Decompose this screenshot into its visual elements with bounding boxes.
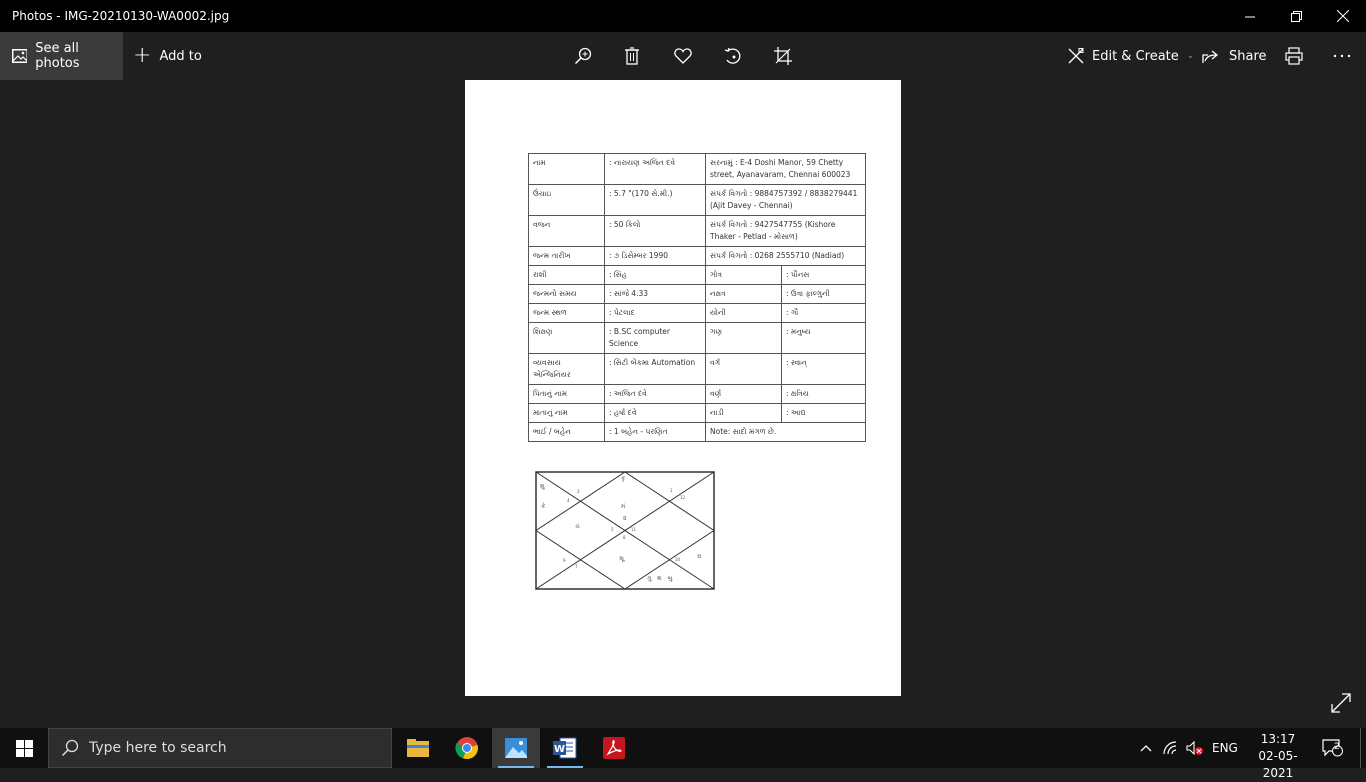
kundli-chart-drawing [535,471,715,590]
photos-icon [505,738,527,758]
biodata-row [529,216,866,247]
chevron-up-icon [1140,744,1152,752]
biodata-value: સંપર્ક વિગતો : 9427547755 (Kishore Thaker - Petlad - મોસાળ) [706,216,866,247]
see-all-photos-button[interactable] [0,32,123,80]
kundli-house-number: 7 [575,564,578,569]
network-status[interactable] [1163,728,1179,768]
more-icon [1333,54,1351,58]
print-icon [1285,47,1303,65]
search-icon [61,739,79,757]
kundli-planet: ૨ [623,515,627,522]
restore-button[interactable] [1273,0,1319,32]
edit-create-icon [1068,48,1084,64]
biodata-table [528,153,866,442]
kundli-house-number: 8 [623,535,626,540]
taskbar [0,728,1366,780]
taskbar-app-file-explorer[interactable] [394,728,442,768]
see-all-photos-label: See all photos [35,41,80,71]
clock-time: 13:17 [1260,732,1296,746]
biodata-value: : સિંહ [605,266,706,285]
biodata-value: : હર્ષા દવે [605,404,706,423]
kundli-planet: મં [621,503,626,510]
edit-create-label: Edit & Create [1092,48,1179,64]
close-button[interactable] [1320,0,1366,32]
plus-icon: + [133,43,152,68]
kundli-planet: ચં [575,523,580,530]
kundli-house-number: 1 [670,488,673,493]
biodata-label: નામ [529,154,605,185]
biodata-value: : આદ્ય [782,404,866,423]
biodata-value: : ગૌ [782,304,866,323]
start-button[interactable] [0,728,48,768]
notification-count: 2 [1334,742,1340,752]
biodata-label: જન્મ તારીખ [529,247,605,266]
biodata-row [529,385,866,404]
delete-button[interactable] [620,44,644,68]
kundli-planet: ગુ શ બુ [647,575,673,582]
biodata-value: Note: સાદો મંગળ છે. [706,423,866,442]
chrome-icon [455,736,479,760]
biodata-value: સંપર્ક વિગતો : 9884757392 / 8838279441 (Ajit Davey - Chennai) [706,185,866,216]
close-icon [1337,10,1349,22]
kundli-house-number: 4 [567,498,570,503]
kundli-house-number: 12 [680,495,686,500]
biodata-value: : સિટી બેંકમા Automation [605,354,706,385]
biodata-value: : મનુષ્ય [782,323,866,354]
biodata-label: નક્ષત્ર [706,285,782,304]
biodata-value: સરનામું : E-4 Doshi Manor, 59 Chetty street, Ayanavaram, Chennai 600023 [706,154,866,185]
biodata-value: : B.SC computer Science [605,323,706,354]
biodata-value: : 50 કિલો [605,216,706,247]
favorite-icon [674,48,692,64]
notification-icon [1322,739,1344,757]
biodata-value: : નારાયણ અજિત દવે [605,154,706,185]
biodata-value: : ઉત્રા ફાલ્ગુની [782,285,866,304]
chevron-down-icon: ⌄ [1186,51,1195,61]
biodata-label: રાશી [529,266,605,285]
biodata-row [529,154,866,185]
volume-status[interactable] [1186,728,1204,768]
biodata-value: : પૌનસ [782,266,866,285]
biodata-row [529,423,866,442]
kundli-house-number: 10 [675,557,681,562]
biodata-row [529,323,866,354]
action-center-button[interactable] [1322,728,1344,768]
volume-muted-icon [1186,741,1204,755]
restore-icon [1291,11,1302,22]
clock-date: 02-05-2021 [1258,749,1298,780]
rotate-icon [724,47,742,65]
crop-button[interactable] [771,44,795,68]
more-options-button[interactable] [1330,44,1354,68]
biodata-label: વજન [529,216,605,247]
kundli-planet: સૂ [619,555,624,562]
photo-toolbar [0,32,1366,80]
language-label: ENG [1212,741,1238,755]
kundli-house-number: 5 [611,527,614,532]
print-button[interactable] [1282,44,1306,68]
word-icon [553,737,577,759]
share-label: Share [1229,48,1267,64]
biodata-value: : ક્ષત્રિય [782,385,866,404]
taskbar-clock[interactable] [1250,731,1306,782]
taskbar-app-word[interactable] [541,728,589,768]
biodata-label: યોની [706,304,782,323]
biodata-row [529,304,866,323]
acrobat-icon [603,737,625,759]
biodata-row [529,266,866,285]
biodata-label: વ્યવસાય એન્જિનિયર [529,354,605,385]
biodata-row [529,404,866,423]
biodata-value: : અજિત દવે [605,385,706,404]
biodata-row [529,247,866,266]
biodata-value: : ૭ ડિસેમ્બર 1990 [605,247,706,266]
biodata-value: : 1 બહેન - પરણિત [605,423,706,442]
window-title: Photos - IMG-20210130-WA0002.jpg [12,9,230,23]
taskbar-app-acrobat[interactable] [590,728,638,768]
crop-icon [774,47,792,65]
minimize-icon [1245,11,1256,22]
taskbar-search-box[interactable] [48,728,392,768]
biodata-label: ગણ [706,323,782,354]
biodata-value: : સાંજે 4.33 [605,285,706,304]
full-screen-button[interactable] [1330,692,1354,716]
photo-image[interactable] [465,80,901,696]
delete-icon [624,47,640,65]
kundli-planet: કે [541,503,546,510]
biodata-label: જન્મ સ્થળ [529,304,605,323]
biodata-row [529,285,866,304]
biodata-label: જન્મનો સમય [529,285,605,304]
expand-icon [1330,692,1352,714]
biodata-label: માતાનું નામ [529,404,605,423]
biodata-label: નાડી [706,404,782,423]
photos-gallery-icon [12,49,27,63]
kundli-house-number: 3 [577,489,580,494]
minimize-button[interactable] [1227,0,1273,32]
biodata-label: શિક્ષણ [529,323,605,354]
window-titlebar [0,0,1366,32]
biodata-label: ભાઈ / બહેન [529,423,605,442]
biodata-row [529,354,866,385]
wifi-icon [1163,741,1179,755]
kundli-planet: રા [697,553,702,560]
rotate-button[interactable] [721,44,745,68]
add-to-label: Add to [159,48,202,64]
share-icon [1202,49,1219,64]
taskbar-app-photos[interactable] [492,728,540,768]
file-explorer-icon [406,738,430,758]
show-hidden-icons-button[interactable] [1140,728,1152,768]
svg-text:W: W [553,744,566,755]
taskbar-app-chrome[interactable] [443,728,491,768]
biodata-label: પિતાનું નામ [529,385,605,404]
kundli-planet: શુ [540,483,545,490]
biodata-value: : 5.7 "(170 સે.મી.) [605,185,706,216]
zoom-in-icon [574,47,592,65]
kundli-chart [535,471,715,590]
kundli-house-number: 9 [563,558,566,563]
biodata-label: વર્ગ [706,354,782,385]
kundli-planet: કૃ [621,475,626,482]
show-desktop-button[interactable] [1360,728,1361,768]
biodata-value: : સ્વાન્ [782,354,866,385]
edit-create-button[interactable] [1068,32,1194,80]
search-placeholder: Type here to search [89,740,227,756]
share-button[interactable] [1202,32,1267,80]
biodata-label: ઉંચાઇ [529,185,605,216]
biodata-value: સંપર્ક વિગતો : 0268 2555710 (Nadiad) [706,247,866,266]
photo-viewer [0,80,1366,728]
biodata-label: વર્ણ [706,385,782,404]
biodata-label: ગોત્ર [706,266,782,285]
kundli-house-number: 11 [631,527,637,532]
zoom-in-button[interactable] [571,44,595,68]
input-language[interactable] [1212,728,1238,768]
biodata-value: : પેટલાદ [605,304,706,323]
biodata-row [529,185,866,216]
add-to-button[interactable] [133,32,202,80]
favorite-button[interactable] [671,44,695,68]
windows-logo-icon [16,740,33,757]
